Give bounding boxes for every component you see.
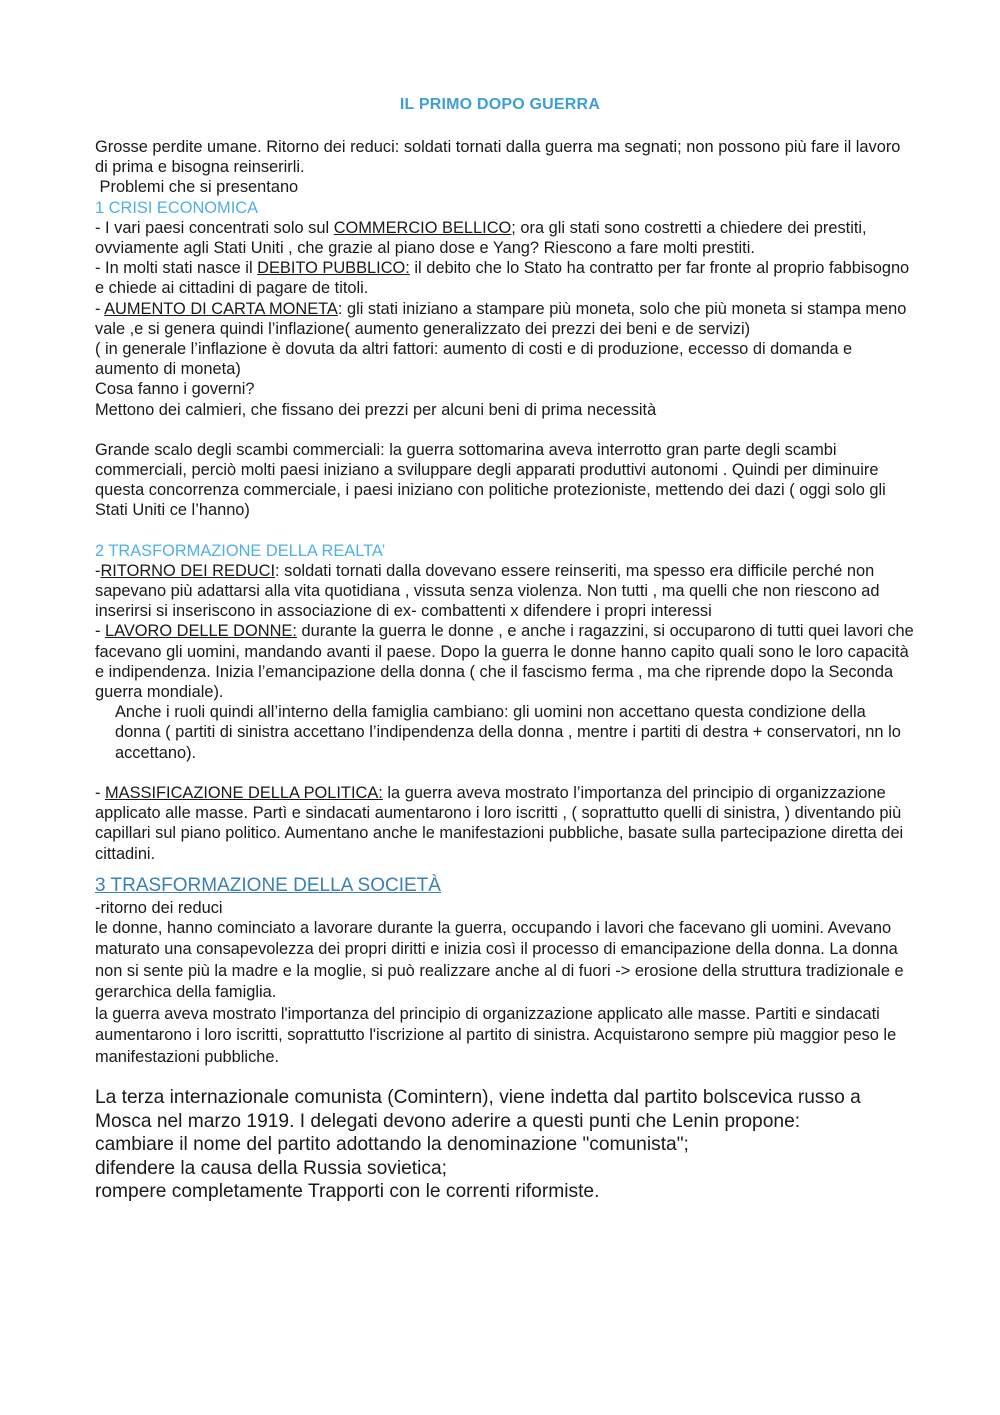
paragraph [95,299,915,339]
paragraph [95,218,915,258]
paragraph: Anche i ruoli quindi all’interno della famiglia cambiano: gli uomini non accettano questa condizione della donna ( partiti di sinistra accettano l’indipendenza della donna , mentre i partiti di destra + conservatori, nn lo accettano). [115,703,901,762]
text: - [95,561,101,580]
text: - [95,299,105,318]
text: : soldati tornati dalla dovevano essere reinseriti, ma spesso era difficile perché non sapevano più adattarsi alla vita quotidiana , vissuta senza violenza. Non tutti , ma quelli che non riescono ad inserirsi si inseriscono in associazione di ex- combattenti x difendere i propri interessi [95,561,880,621]
section-1-heading: 1 CRISI ECONOMICA [95,198,259,217]
list-item: difendere la causa della Russia sovietica; [95,1157,447,1179]
paragraph: Cosa fanno i governi? [95,380,255,399]
text: - In molti stati nasce il [95,259,258,278]
underlined-term: COMMERCIO BELLICO [333,218,512,237]
paragraph: La terza internazionale comunista (Comintern), viene indetta dal partito bolscevica russo a Mosca nel marzo 1919. I delegati devono aderire a questi punti che Lenin propone: [95,1087,861,1132]
paragraph [95,258,915,298]
text: - I vari paesi concentrati solo sul [95,218,334,237]
text: - [95,622,106,641]
paragraph: -ritorno dei reduci [95,898,223,917]
underlined-term: DEBITO PUBBLICO: [257,259,410,278]
paragraph: le donne, hanno cominciato a lavorare durante la guerra, occupando i lavori che facevano gli uomini. Avevano maturato una consapevolezza dei propri diritti e inizia così il processo di emancipazione della donna. La donna non si sente più la madre e la moglie, si può realizzare anche al di fuori -> erosione della struttura tradizionale e gerarchica della famiglia. [95,918,904,1002]
paragraph [95,561,915,622]
spacer [95,763,915,783]
paragraph: la guerra aveva mostrato l'importanza del principio di organizzazione applicato alle masse. Partiti e sindacati aumentarono i loro iscritti, soprattutto l'iscrizione al partito di sinistra. Acquistarono sempre più maggior peso le manifestazioni pubbliche. [95,1004,897,1066]
spacer [95,420,915,440]
intro-line: Grosse perdite umane. Ritorno dei reduci: soldati tornati dalla guerra ma segnati; non possono più fare il lavoro di prima e bisogna reinserirli. [95,138,901,177]
text: - [95,783,106,802]
document-body [95,137,915,1204]
paragraph: Grande scalo degli scambi commerciali: la guerra sottomarina aveva interrotto gran parte degli scambi commerciali, perciò molti paesi iniziano a sviluppare degli apparati produttivi autonomi . Quindi per diminuire questa concorrenza commerciale, i paesi iniziano con politiche protezioniste, mettendo dei dazi ( oggi solo gli Stati Uniti ce l’hanno) [95,440,886,520]
text: la guerra aveva mostrato l’importanza del principio di organizzazione applicato alle masse. Partì e sindacati aumentarono i loro iscritti , ( soprattutto quelli di sinistra, ) diventando più capillari sul piano politico. Aumentano anche le manifestazioni pubbliche, basate sulla partecipazione diretta dei cittadini. [95,783,904,863]
underlined-term: AUMENTO DI CARTA MONETA [104,299,338,318]
text: durante la guerra le donne , e anche i ragazzini, si occuparono di tutti quei lavori che facevano gli uomini, mandando avanti il paese. Dopo la guerra le donne hanno capito quali sono le loro capacità e indipendenza. Inizia l’emancipazione della donna ( che il fascismo ferma , ma che riprende dopo la Seconda guerra mondiale). [95,622,914,702]
text: ; ora gli stati sono costretti a chiedere dei prestiti, ovviamente agli Stati Uniti , che grazie al piano dose e Yang? Riescono a fare molti prestiti. [95,218,867,258]
intro-problems: Problemi che si presentano [95,178,299,197]
page-title: IL PRIMO DOPO GUERRA [399,96,601,113]
paragraph [95,783,915,864]
paragraph: Mettono dei calmieri, che fissano dei prezzi per alcuni beni di prima necessità [95,400,657,419]
section-3-heading: 3 TRASFORMAZIONE DELLA SOCIETÀ [95,874,441,896]
list-item: cambiare il nome del partito adottando la denominazione "comunista"; [95,1134,689,1156]
text: : gli stati iniziano a stampare più moneta, solo che più moneta si stampa meno vale ,e si genera quindi l’inflazione( aumento generalizzato dei prezzi dei beni e de servizi) [95,299,907,338]
underlined-term: MASSIFICAZIONE DELLA POLITICA: [105,783,383,802]
underlined-term: RITORNO DEI REDUCI [100,561,276,580]
paragraph [95,621,915,702]
section-2-heading: 2 TRASFORMAZIONE DELLA REALTA’ [95,541,386,560]
list-item: rompere completamente Trapporti con le correnti riformiste. [95,1181,600,1203]
spacer [95,521,915,541]
text: il debito che lo Stato ha contratto per far fronte al proprio fabbisogno e chiede ai cittadini di pagare de titoli. [95,259,910,298]
underlined-term: LAVORO DELLE DONNE: [105,622,297,641]
spacer [95,1068,915,1086]
paragraph: ( in generale l’inflazione è dovuta da altri fattori: aumento di costi e di produzione, eccesso di domanda e aumento di moneta) [95,340,853,379]
